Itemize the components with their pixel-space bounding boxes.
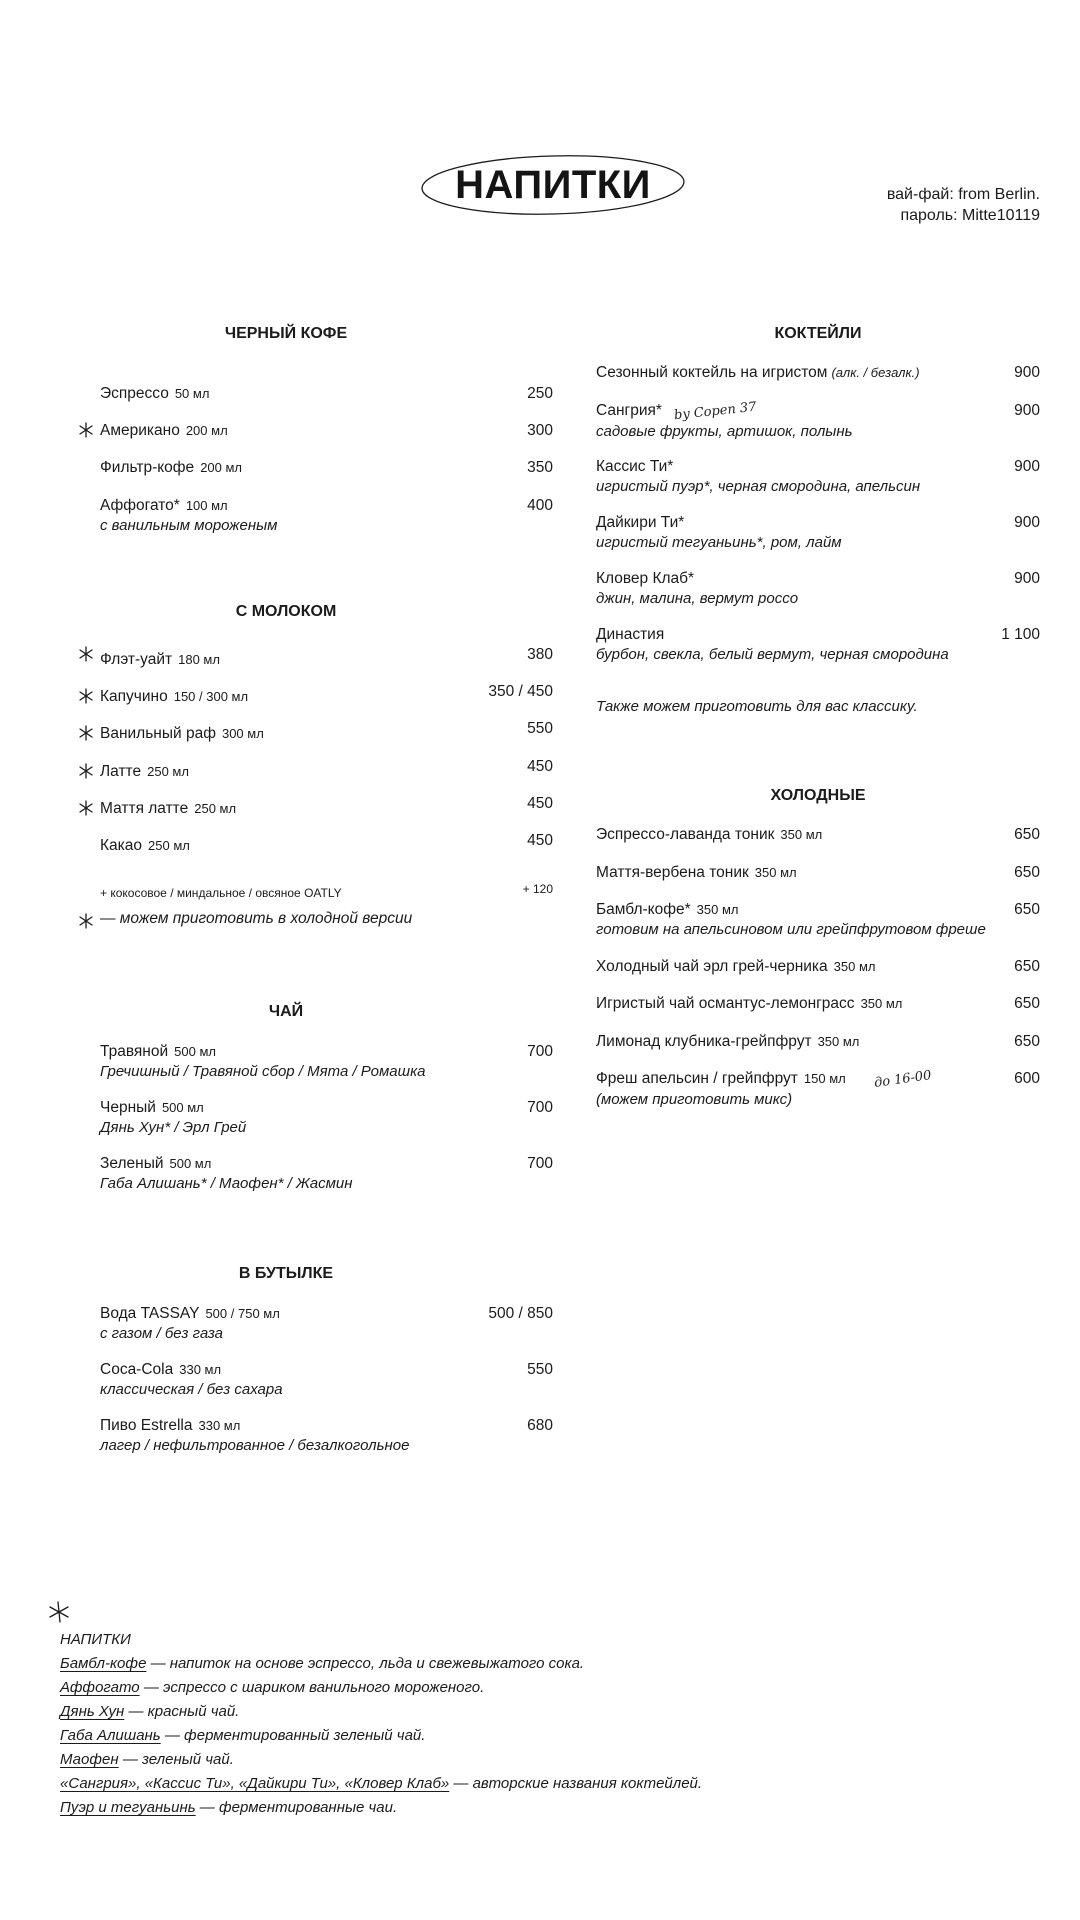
item-volume: 500 мл	[169, 1156, 212, 1171]
menu-item	[596, 863, 1040, 883]
item-price: 900	[1014, 514, 1040, 531]
glossary-definition: — красный чай.	[124, 1703, 240, 1720]
item-name: Зеленый	[100, 1155, 164, 1172]
item-price: 650	[1014, 864, 1040, 881]
item-name: Холодный чай эрл грей-черника	[596, 958, 828, 975]
item-description: (можем приготовить микс)	[596, 1091, 793, 1108]
menu-item	[596, 363, 1040, 383]
item-name: Сангрия*	[596, 402, 662, 419]
item-price: 650	[1014, 995, 1040, 1012]
item-description: лагер / нефильтрованное / безалкогольное	[100, 1437, 410, 1454]
glossary-line	[60, 1676, 702, 1700]
item-volume: 330 мл	[198, 1418, 241, 1433]
glossary-line	[60, 1748, 702, 1772]
menu-item	[100, 496, 553, 536]
menu-item	[596, 825, 1040, 845]
item-name: Маття-вербена тоник	[596, 864, 749, 881]
item-price: 250	[527, 385, 553, 402]
item-price: 450	[527, 795, 553, 812]
cold-version-star-icon	[78, 763, 94, 779]
item-name: Фреш апельсин / грейпфрут	[596, 1070, 798, 1087]
handwritten-note: до 16-00	[872, 1068, 933, 1091]
menu-item	[100, 1416, 553, 1456]
item-volume: 50 мл	[174, 386, 210, 401]
menu-item	[596, 1032, 1040, 1052]
item-description: джин, малина, вермут россо	[596, 590, 799, 607]
item-price: 700	[527, 1155, 553, 1172]
item-price: 300	[527, 422, 553, 439]
wifi-name: вай-фай: from Berlin.	[886, 186, 1040, 203]
glossary-term: Габа Алишань	[60, 1727, 161, 1744]
item-price: 350	[527, 459, 553, 476]
item-price: 600	[1014, 1070, 1040, 1087]
item-description: Дянь Хун* / Эрл Грей	[100, 1119, 247, 1136]
item-volume: 350 мл	[833, 959, 876, 974]
glossary-definition: — авторские названия коктейлей.	[449, 1775, 703, 1792]
item-description: Габа Алишань* / Маофен* / Жасмин	[100, 1175, 353, 1192]
item-volume: 330 мл	[179, 1362, 222, 1377]
item-price: 900	[1014, 364, 1040, 381]
item-name: Эспрессо	[100, 385, 169, 402]
item-price: 350 / 450	[488, 683, 553, 700]
classic-cocktails-text: Также можем приготовить для вас классику.	[596, 698, 918, 715]
item-name: Вода TASSAY	[100, 1305, 200, 1322]
item-name: Маття латте	[100, 800, 189, 817]
item-price: 450	[527, 832, 553, 849]
item-name: Латте	[100, 763, 142, 780]
glossary-definition: — эспрессо с шариком ванильного мороженого.	[139, 1679, 485, 1696]
glossary-line	[60, 1772, 702, 1796]
menu-item	[100, 757, 553, 782]
item-volume: 150 мл	[803, 1071, 846, 1086]
menu-item	[596, 957, 1040, 977]
cold-version-legend	[100, 910, 553, 928]
glossary-line	[60, 1796, 702, 1820]
menu-item	[100, 1304, 553, 1344]
menu-item	[100, 421, 553, 441]
menu-item	[100, 794, 553, 819]
item-volume: 100 мл	[185, 498, 228, 513]
asterisk-icon	[48, 1601, 70, 1623]
handwritten-note: by Copen 37	[673, 399, 758, 424]
section-title: ЧАЙ	[268, 1003, 304, 1020]
glossary-definition: — ферментированные чаи.	[195, 1799, 398, 1816]
item-name: Травяной	[100, 1043, 169, 1060]
wifi-info	[887, 184, 1040, 226]
item-description: игристый пуэр*, черная смородина, апельсин	[596, 478, 921, 495]
item-volume: 500 мл	[174, 1044, 216, 1059]
menu-item	[596, 399, 1040, 442]
item-price: 450	[527, 758, 553, 775]
legend-text: — можем приготовить в холодной версии	[100, 910, 413, 927]
glossary-term: Маофен	[60, 1751, 119, 1768]
cold-version-star-icon	[78, 913, 94, 929]
item-name: Черный	[100, 1099, 156, 1116]
page-title: НАПИТКИ	[455, 163, 651, 207]
item-name: Лимонад клубника-грейпфрут	[596, 1033, 812, 1050]
wifi-password: пароль: Mitte10119	[900, 207, 1040, 224]
item-price: 900	[1014, 570, 1040, 587]
item-price: 550	[527, 1361, 553, 1378]
item-price: 650	[1014, 958, 1040, 975]
item-name: Пиво Estrella	[100, 1417, 193, 1434]
glossary-term: «Сангрия», «Кассис Ти», «Дайкири Ти», «Кловер Клаб»	[60, 1775, 450, 1792]
glossary-term: Пуэр и тегуаньинь	[60, 1799, 196, 1816]
menu-item	[100, 458, 553, 478]
item-name: Династия	[596, 626, 665, 643]
item-name: Игристый чай османтус-лемонграсс	[596, 995, 855, 1012]
item-volume: 250 мл	[148, 838, 190, 853]
cold-version-star-icon	[78, 800, 94, 816]
item-name: Фильтр-кофе	[100, 459, 195, 476]
item-price: 1 100	[1001, 626, 1040, 643]
item-name: Ванильный раф	[100, 725, 216, 742]
item-note: (алк. / безалк.)	[831, 365, 920, 380]
item-volume: 150 / 300 мл	[173, 689, 249, 704]
item-volume: 250 мл	[194, 801, 237, 816]
glossary-title: НАПИТКИ	[60, 1631, 131, 1648]
glossary-line	[60, 1700, 702, 1724]
item-price: 700	[527, 1099, 553, 1116]
item-price: 380	[527, 646, 553, 663]
item-name: Дайкири Ти*	[596, 514, 685, 531]
item-description: Гречишный / Травяной сбор / Мята / Ромашка	[100, 1063, 426, 1080]
item-volume: 180 мл	[178, 652, 220, 667]
item-name: Эспрессо-лаванда тоник	[596, 826, 775, 843]
item-volume: 500 / 750 мл	[205, 1306, 280, 1321]
menu-item	[596, 994, 1040, 1014]
item-price: 400	[527, 497, 553, 514]
item-description: готовим на апельсиновом или грейпфрутовом фреше	[596, 921, 986, 938]
cold-version-star-icon	[78, 688, 94, 704]
glossary-term: Дянь Хун	[60, 1703, 125, 1720]
menu-item	[100, 384, 553, 404]
glossary-line	[60, 1724, 702, 1748]
glossary-definition: — зеленый чай.	[118, 1751, 234, 1768]
addon-label: + кокосовое / миндальное / овсяное OATLY	[100, 886, 342, 900]
item-name: Кловер Клаб*	[596, 570, 695, 587]
item-volume: 200 мл	[185, 423, 228, 438]
item-volume: 300 мл	[221, 726, 264, 741]
menu-item	[100, 1042, 553, 1082]
menu-item	[100, 1154, 553, 1194]
item-volume: 350 мл	[696, 902, 739, 917]
item-price: 650	[1014, 826, 1040, 843]
item-price: 500 / 850	[488, 1305, 553, 1322]
item-volume: 350 мл	[754, 865, 797, 880]
item-name: Кассис Ти*	[596, 458, 674, 475]
milk-addon	[100, 879, 553, 903]
item-name: Бамбл-кофе*	[596, 901, 691, 918]
classic-note	[596, 697, 1036, 717]
item-price: 700	[527, 1043, 553, 1060]
item-volume: 350 мл	[860, 996, 903, 1011]
item-name: Coca-Cola	[100, 1361, 174, 1378]
menu-item	[100, 719, 553, 744]
item-price: 900	[1014, 458, 1040, 475]
item-name: Сезонный коктейль на игристом	[596, 364, 828, 381]
item-description: игристый тегуаньинь*, ром, лайм	[596, 534, 842, 551]
menu-item	[596, 625, 1040, 665]
item-description: с ванильным мороженым	[100, 517, 278, 534]
glossary-term: Бамбл-кофе	[60, 1655, 147, 1672]
item-name: Какао	[100, 837, 143, 854]
item-price: 550	[527, 720, 553, 737]
cold-version-star-icon	[78, 725, 94, 741]
item-volume: 500 мл	[161, 1100, 204, 1115]
menu-item	[596, 569, 1040, 609]
item-description: классическая / без сахара	[100, 1381, 283, 1398]
item-price: 680	[527, 1417, 553, 1434]
item-description: садовые фрукты, артишок, полынь	[596, 423, 853, 440]
section-title: С МОЛОКОМ	[235, 603, 337, 620]
glossary-term: Аффогато	[60, 1679, 140, 1696]
section-title: КОКТЕЙЛИ	[774, 325, 862, 342]
addon-price: + 120	[522, 882, 553, 896]
item-name: Капучино	[100, 688, 168, 705]
item-volume: 350 мл	[817, 1034, 860, 1049]
item-name: Американо	[100, 422, 180, 439]
item-volume: 250 мл	[147, 764, 189, 779]
item-description: бурбон, свекла, белый вермут, черная смородина	[596, 646, 949, 663]
menu-item	[100, 682, 553, 707]
menu-item	[596, 513, 1040, 553]
item-name: Флэт-уайт	[100, 651, 173, 668]
menu-item	[100, 1098, 553, 1138]
menu-title-block	[420, 153, 686, 217]
glossary-line	[60, 1652, 702, 1676]
item-description: с газом / без газа	[100, 1325, 223, 1342]
section-title: ЧЕРНЫЙ КОФЕ	[224, 325, 348, 342]
item-volume: 200 мл	[200, 460, 243, 475]
section-title: ХОЛОДНЫЕ	[770, 787, 866, 804]
item-name: Аффогато*	[100, 497, 180, 514]
item-volume: 350 мл	[780, 827, 823, 842]
menu-item	[596, 1068, 1040, 1110]
menu-item	[596, 457, 1040, 497]
menu-item	[596, 900, 1040, 940]
cold-version-star-icon	[78, 422, 94, 438]
section-title: В БУТЫЛКЕ	[238, 1265, 334, 1282]
item-price: 650	[1014, 1033, 1040, 1050]
glossary-definition: — ферментированный зеленый чай.	[160, 1727, 426, 1744]
glossary	[60, 1628, 702, 1820]
menu-item	[100, 831, 553, 856]
item-price: 900	[1014, 402, 1040, 419]
menu-item	[100, 1360, 553, 1400]
item-price: 650	[1014, 901, 1040, 918]
glossary-definition: — напиток на основе эспрессо, льда и свежевыжатого сока.	[146, 1655, 585, 1672]
cold-version-star-icon	[78, 646, 94, 662]
menu-item	[100, 645, 553, 670]
